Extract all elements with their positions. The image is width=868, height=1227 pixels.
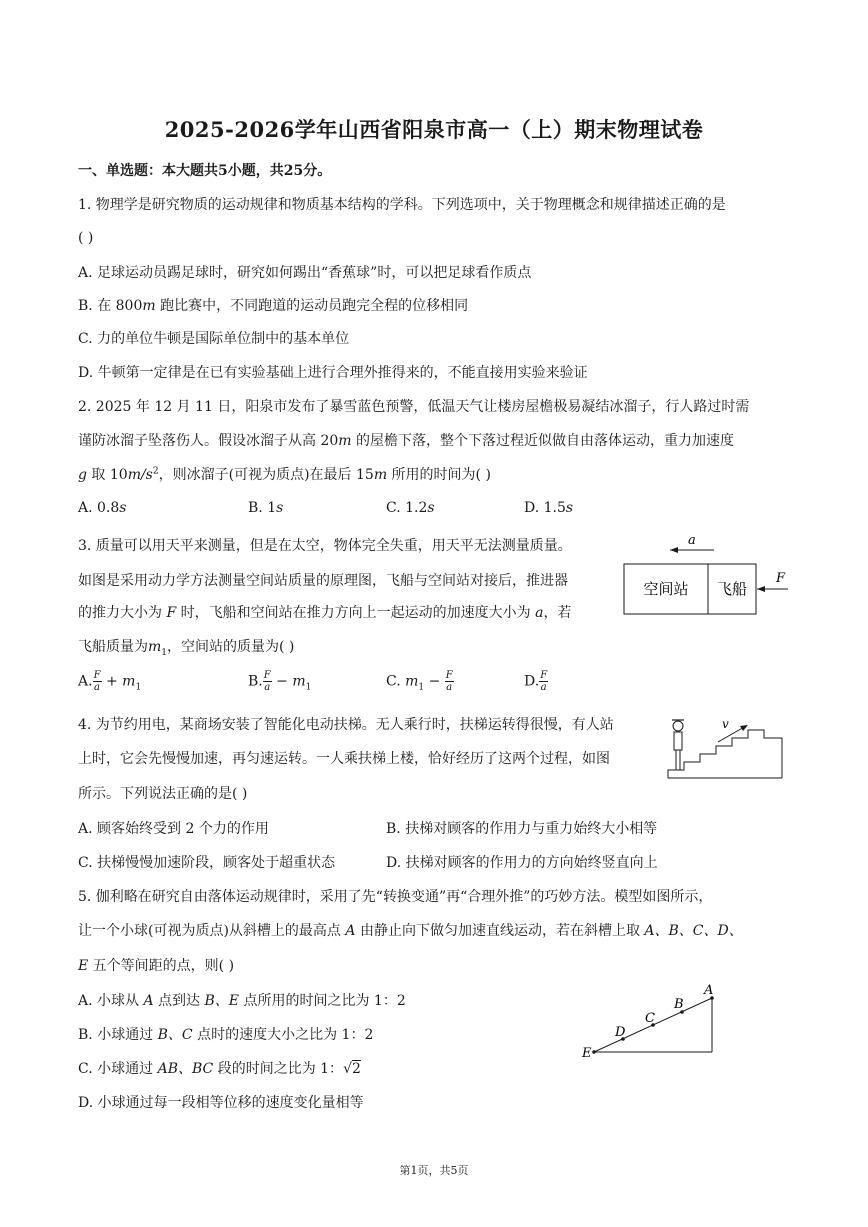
q2-option-b: B. 1s: [248, 500, 284, 516]
q3-figure-spacecraft: [618, 530, 798, 625]
q3-stem-line2: 如图是采用动力学方法测量空间站质量的原理图，飞船与空间站对接后，推进器: [78, 573, 568, 589]
label-a: A: [704, 983, 714, 998]
q3-option-c: C. $m_1$ − $\frac{F}{a}$: [386, 670, 453, 693]
q4-option-a: A. 顾客始终受到 2 个力的作用: [78, 821, 269, 837]
q4-figure-escalator: [664, 712, 786, 782]
q3-stem-line4: 飞船质量为$m_1$，空间站的质量为( ): [78, 639, 295, 658]
acceleration-label: a: [688, 533, 696, 548]
label-e: E: [582, 1046, 592, 1060]
person-figure: [672, 720, 684, 770]
label-c: C: [645, 1011, 655, 1026]
q1-option-b: B. 在 800m 跑比赛中，不同跑道的运动员跑完全程的位移相同: [78, 298, 469, 314]
q2-option-c: C. 1.2s: [386, 500, 435, 516]
q1-option-d: D. 牛顿第一定律是在已有实验基础上进行合理外推得来的，不能直接用实验来验证: [78, 365, 588, 381]
q3-option-b: B. $\frac{F}{a}$ − $m_1$: [248, 670, 312, 693]
q2-stem-line1: 2. 2025 年 12 月 11 日，阳泉市发布了暴雪蓝色预警，低温天气让楼房屋檐极易凝结冰溜子，行人路过时需: [78, 399, 750, 415]
q3-stem-line3: 的推力大小为 F 时，飞船和空间站在推力方向上一起运动的加速度大小为 a，若: [78, 605, 572, 621]
q4-option-d: D. 扶梯对顾客的作用力的方向始终竖直向上: [386, 855, 658, 871]
q1-stem-line2: ( ): [78, 230, 94, 246]
q1-option-c: C. 力的单位牛顿是国际单位制中的基本单位: [78, 331, 350, 347]
q2-option-a: A. 0.8s: [78, 500, 127, 516]
page-footer: 第1页，共5页: [399, 1164, 469, 1177]
q5-option-b: B. 小球通过 B、C 点时的速度大小之比为 1：2: [78, 1027, 374, 1043]
q4-option-c: C. 扶梯慢慢加速阶段，顾客处于超重状态: [78, 855, 336, 871]
page-title: 2025-2026学年山西省阳泉市高一（上）期末物理试卷: [164, 117, 704, 142]
q4-stem-line3: 所示。下列说法正确的是( ): [78, 786, 248, 802]
q5-stem-line1: 5. 伽利略在研究自由落体运动规律时，采用了先“转换变通”再“合理外推”的巧妙方法。模型如图所示，: [78, 889, 713, 905]
q2-stem-line3: g 取 $10m/s^2$，则冰溜子(可视为质点)在最后 15m 所用的时间为( ): [78, 466, 491, 483]
q3-option-d: D. $\frac{F}{a}$: [524, 670, 548, 693]
q4-stem-line2: 上时，它会先慢慢加速，再匀速运转。一人乘扶梯上楼，恰好经历了这两个过程，如图: [78, 751, 610, 767]
q5-stem-line3: E 五个等间距的点，则( ): [78, 958, 235, 974]
q4-stem-line1: 4. 为节约用电，某商场安装了智能化电动扶梯。无人乘行时，扶梯运转得很慢，有人站: [78, 717, 614, 733]
point-e: [592, 1050, 596, 1054]
q5-stem-line2: 让一个小球(可视为质点)从斜槽上的最高点 A 由静止向下做匀加速直线运动，若在斜槽上取 A、B、C、D、: [78, 923, 743, 939]
station-label: 空间站: [643, 580, 689, 598]
label-d: D: [615, 1025, 626, 1040]
q3-option-a: A. $\frac{F}{a}$ + $m_1$: [78, 670, 142, 693]
section-heading: 一、单选题：本大题共5小题，共25分。: [78, 163, 332, 179]
q2-option-d: D. 1.5s: [524, 500, 574, 516]
label-b: B: [674, 997, 684, 1012]
q5-option-a: A. 小球从 A 点到达 B、E 点所用的时间之比为 1：2: [78, 993, 406, 1009]
q5-option-c: C. 小球通过 AB、BC 段的时间之比为 1：√2: [78, 1061, 361, 1077]
ship-label: 飞船: [716, 580, 748, 598]
q1-stem-line1: 1. 物理学是研究物质的运动规律和物质基本结构的学科。下列选项中，关于物理概念和规律描述正确的是: [78, 197, 726, 213]
force-label: F: [776, 571, 786, 586]
q5-figure-incline: [580, 980, 730, 1060]
escalator-steps: [668, 730, 782, 778]
velocity-label: v: [722, 717, 729, 731]
velocity-arrowhead: [740, 725, 748, 731]
q5-option-d: D. 小球通过每一段相等位移的速度变化量相等: [78, 1095, 364, 1111]
force-arrowhead: [757, 586, 765, 592]
q4-option-b: B. 扶梯对顾客的作用力与重力始终大小相等: [386, 821, 658, 837]
q2-stem-line2: 谨防冰溜子坠落伤人。假设冰溜子从高 20m 的屋檐下落，整个下落过程近似做自由落体运动，重力加速度: [78, 433, 734, 449]
acceleration-arrowhead: [670, 547, 678, 553]
q1-option-a: A. 足球运动员踢足球时，研究如何踢出“香蕉球”时，可以把足球看作质点: [78, 265, 532, 281]
q3-stem-line1: 3. 质量可以用天平来测量，但是在太空，物体完全失重，用天平无法测量质量。: [78, 538, 572, 554]
